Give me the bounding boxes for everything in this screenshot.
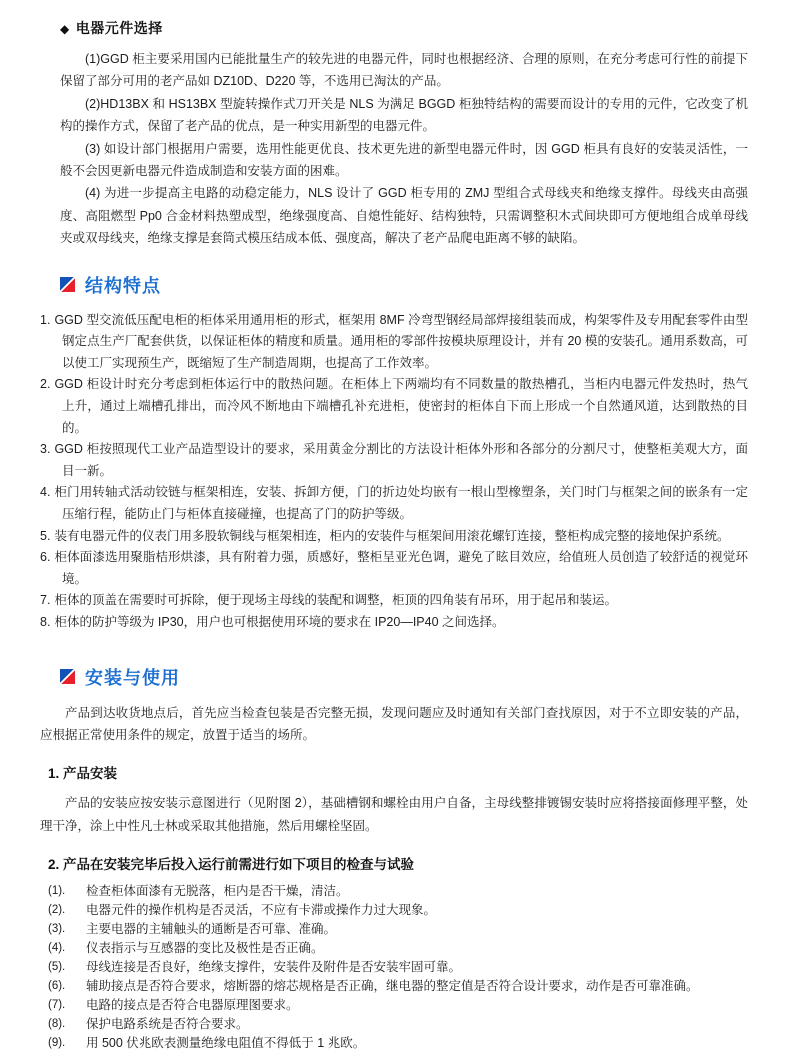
- checklist-item-number: (3).: [48, 923, 66, 936]
- checklist-item-text: 电器元件的操作机构是否灵活，不应有卡滞或操作力过大现象。: [86, 903, 437, 918]
- checklist-item-number: (2).: [48, 904, 66, 917]
- list-item: [40, 526, 748, 548]
- checklist-item-number: (1).: [48, 885, 66, 898]
- list-item-number: 5.: [40, 528, 51, 543]
- checklist-item: [48, 1037, 748, 1051]
- section-installation: [40, 664, 748, 1051]
- list-item-number: 6.: [40, 550, 51, 565]
- list-item-number: 4.: [40, 485, 51, 500]
- checklist-item: [48, 942, 748, 956]
- checklist-item-text: 主要电器的主辅触头的通断是否可靠、准确。: [86, 922, 337, 937]
- flag-icon: [60, 669, 75, 684]
- structure-features-heading: [60, 272, 748, 298]
- component-selection-title: [60, 18, 748, 38]
- list-item: [40, 547, 748, 590]
- list-item-text: GGD 柜设计时充分考虑到柜体运行中的散热问题。在柜体上下两端均有不同数量的散热槽孔，当柜内电器元件发热时，热气上升，通过上端槽孔排出，而冷风不断地由下端槽孔补充进柜，使密封的柜体自下而上形成一个自然通风道，达到散热的目的。: [54, 377, 748, 435]
- structure-features-title: 结构特点: [85, 275, 161, 296]
- installation-sub2-title: 2. 产品在安装完毕后投入运行前需进行如下项目的检查与试验: [48, 857, 415, 873]
- component-selection-title-text: 电器元件选择: [75, 20, 163, 36]
- list-item: [40, 590, 748, 612]
- checklist-item-text: 电路的接点是否符合电器原理图要求。: [86, 998, 299, 1013]
- checklist-item-number: (6).: [48, 980, 66, 993]
- list-item-text: GGD 型交流低压配电柜的柜体采用通用柜的形式，框架用 8MF 冷弯型钢经局部焊接组装而成，构架零件及专用配套零件由型钢定点生产厂配套供货，以保证柜体的精度和质量。通用柜的零部件按模块原理设计，并有 20 模的安装孔。通用系数高，可以使工厂实现预生产，既缩短了生产制造周期，也提高了工作效率。: [54, 312, 748, 370]
- checklist-item: [48, 1018, 748, 1032]
- list-item-text: 柜体面漆选用聚脂桔形烘漆，具有附着力强，质感好，整柜呈亚光色调，避免了眩目效应，给值班人员创造了较舒适的视觉环境。: [54, 550, 748, 586]
- section-structure-features: [40, 272, 748, 634]
- installation-sub1-title: 1. 产品安装: [48, 766, 118, 782]
- section-component-selection: [40, 18, 748, 250]
- list-item-number: 1.: [40, 312, 51, 327]
- checklist-item: [48, 904, 748, 918]
- checklist-item-text: 保护电路系统是否符合要求。: [86, 1017, 249, 1032]
- checklist-item-number: (7).: [48, 999, 66, 1012]
- list-item-number: 3.: [40, 442, 51, 457]
- installation-intro: 产品到达收货地点后，首先应当检查包装是否完整无损，发现问题应及时通知有关部门查找原因，对于不立即安装的产品，应根据正常使用条件的规定，放置于适当的场所。: [40, 705, 748, 742]
- checklist-item-number: (4).: [48, 942, 66, 955]
- list-item-text: 柜体的顶盖在需要时可拆除，便于现场主母线的装配和调整，柜顶的四角装有吊环，用于起吊和装运。: [54, 593, 617, 608]
- installation-sub1-paragraph: 产品的安装应按安装示意图进行（见附图 2），基础槽钢和螺栓由用户自备，主母线整排镀锡安装时应将搭接面修理平整，处理干净，涂上中性凡士林或采取其他措施，然后用螺栓坚固。: [40, 796, 748, 833]
- checklist-item-number: (8).: [48, 1018, 66, 1031]
- installation-heading: [60, 664, 748, 690]
- list-item-text: 装有电器元件的仪表门用多股软铜线与框架相连，柜内的安装件与框架间用滚花螺钉连接，整柜构成完整的接地保护系统。: [54, 528, 730, 543]
- checklist-item: [48, 980, 748, 994]
- diamond-bullet-icon: ◆: [60, 22, 70, 36]
- list-item: [40, 310, 748, 375]
- paragraph: (1)GGD 柜主要采用国内已能批量生产的较先进的电器元件，同时也根据经济、合理的原则，在充分考虑可行性的前提下保留了部分可用的老产品如 DZ10D、D220 等，不选用已淘汰的产品。: [60, 52, 748, 89]
- list-item-number: 2.: [40, 377, 51, 392]
- checklist-item-number: (9).: [48, 1037, 66, 1050]
- checklist-item-text: 检查柜体面漆有无脱落，柜内是否干燥，清洁。: [86, 884, 349, 899]
- list-item: [40, 439, 748, 482]
- checklist-item: [48, 885, 748, 899]
- list-item-text: 柜体的防护等级为 IP30，用户也可根据使用环境的要求在 IP20—IP40 之间选择。: [54, 614, 505, 629]
- checklist-item-text: 母线连接是否良好，绝缘支撑件，安装件及附件是否安装牢固可靠。: [86, 960, 462, 975]
- flag-icon: [60, 277, 75, 292]
- checklist-item-number: (5).: [48, 961, 66, 974]
- paragraph: (4) 为进一步提高主电路的动稳定能力，NLS 设计了 GGD 柜专用的 ZMJ 型组合式母线夹和绝缘支撑件。母线夹由高强度、高阻燃型 Pp0 合金材料热塑成型，绝缘强度高、自熄性能好、结构独特，只需调整积木式间块即可方便地组合成单母线夹或双母线夹，绝缘支撑是套筒式模压结成本低、强度高，解决了老产品爬电距离不够的缺陷。: [60, 186, 748, 246]
- checklist-item-text: 辅助接点是否符合要求，熔断器的熔芯规格是否正确，继电器的整定值是否符合设计要求，动作是否可靠准确。: [86, 979, 699, 994]
- list-item: [40, 374, 748, 439]
- checklist-item-text: 仪表指示与互感器的变比及极性是否正确。: [86, 941, 324, 956]
- installation-checklist: [40, 885, 748, 1051]
- paragraph: (3) 如设计部门根据用户需要，选用性能更优良、技术更先进的新型电器元件时，因 GGD 柜具有良好的安装灵活性，一般不会因更新电器元件造成制造和安装方面的困难。: [60, 141, 748, 179]
- checklist-item: [48, 923, 748, 937]
- checklist-item-text: 用 500 伏兆欧表测量绝缘电阻值不得低于 1 兆欧。: [86, 1036, 366, 1051]
- list-item: [40, 612, 748, 634]
- list-item-number: 7.: [40, 593, 51, 608]
- checklist-item: [48, 999, 748, 1013]
- list-item-text: GGD 柜按照现代工业产品造型设计的要求，采用黄金分割比的方法设计柜体外形和各部分的分割尺寸，使整柜美观大方，面目一新。: [54, 442, 748, 478]
- list-item-number: 8.: [40, 614, 51, 629]
- structure-features-list: [40, 310, 748, 634]
- paragraph: (2)HD13BX 和 HS13BX 型旋转操作式刀开关是 NLS 为满足 BGGD 柜独特结构的需要而设计的专用的元件，它改变了机构的操作方式，保留了老产品的优点，是一种实用新型的电器元件。: [60, 96, 748, 134]
- list-item: [40, 482, 748, 525]
- checklist-item: [48, 961, 748, 975]
- list-item-text: 柜门用转轴式活动铰链与框架相连，安装、拆卸方便，门的折边处均嵌有一根山型橡塑条，关门时门与框架之间的嵌条有一定压缩行程，能防止门与柜体直接碰撞，也提高了门的防护等级。: [54, 485, 748, 521]
- installation-title: 安装与使用: [85, 667, 180, 688]
